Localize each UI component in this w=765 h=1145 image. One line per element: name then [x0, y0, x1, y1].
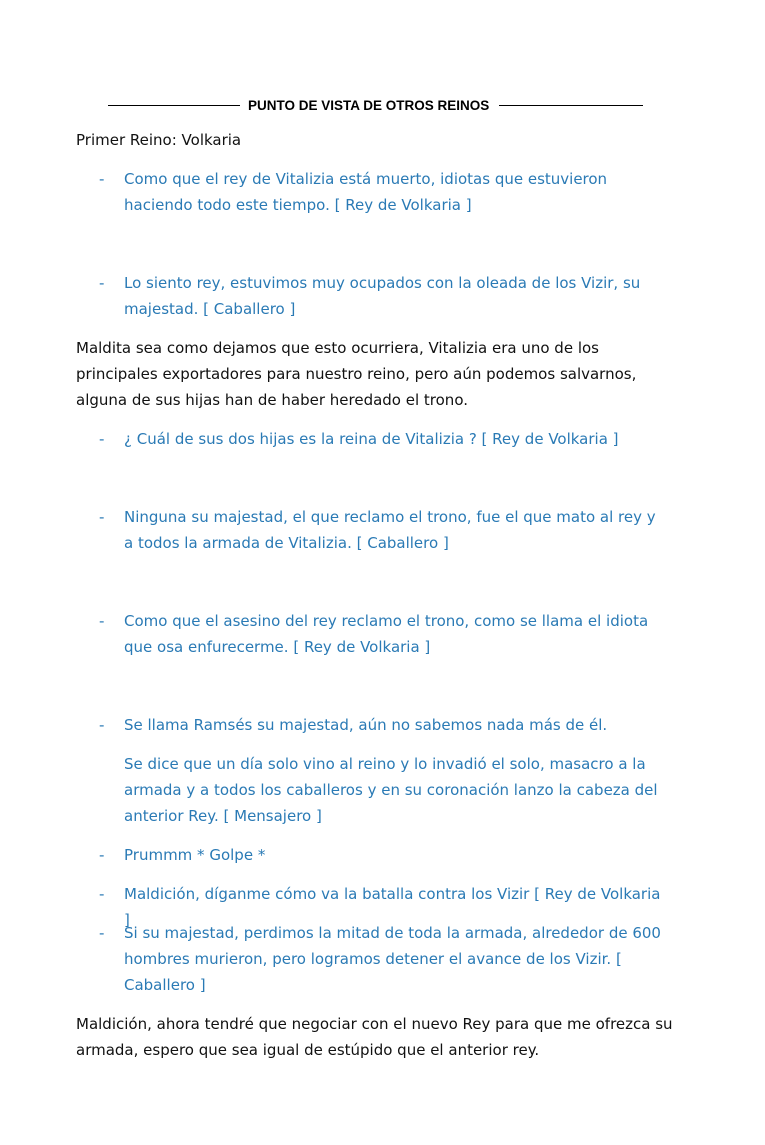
bullet-dash: - [99, 716, 105, 734]
dialogue-line: Ninguna su majestad, el que reclamo el trono, fue el que mato al rey y a todos la armada de Vitalizia. [ Caballero ] [124, 508, 656, 552]
bullet-dash: - [99, 170, 105, 188]
dialogue-line: Como que el asesino del rey reclamo el trono, como se llama el idiota que osa enfurecerme. [ Rey de Volkaria ] [124, 612, 649, 656]
bullet-dash: - [99, 274, 105, 292]
heading-rule-left [108, 105, 240, 106]
heading-rule-right [499, 105, 643, 106]
bullet-dash: - [99, 508, 105, 526]
narration-paragraph: Maldita sea como dejamos que esto ocurriera, Vitalizia era uno de los principales exportadores para nuestro reino, pero aún podemos salvarnos, alguna de sus hijas han de haber heredado el trono. [76, 339, 637, 409]
dialogue-line: ¿ Cuál de sus dos hijas es la reina de Vitalizia ? [ Rey de Volkaria ] [124, 430, 619, 448]
narration-paragraph: Maldición, ahora tendré que negociar con el nuevo Rey para que me ofrezca su armada, espero que sea igual de estúpido que el anterior rey. [76, 1015, 673, 1059]
heading-text: PUNTO DE VISTA DE OTROS REINOS [248, 97, 490, 113]
dialogue-line: Si su majestad, perdimos la mitad de toda la armada, alrededor de 600 hombres murieron, pero logramos detener el avance de los Vizir. [ Caballero ] [124, 924, 661, 994]
bullet-dash: - [99, 612, 105, 630]
dialogue-line: Se llama Ramsés su majestad, aún no sabemos nada más de él. [124, 716, 608, 734]
dialogue-line: Lo siento rey, estuvimos muy ocupados con la oleada de los Vizir, su majestad. [ Caballero ] [124, 274, 641, 318]
dialogue-line: Maldición, díganme cómo va la batalla contra los Vizir [ Rey de Volkaria ] [124, 885, 661, 929]
dialogue-line: Como que el rey de Vitalizia está muerto, idiotas que estuvieron haciendo todo este tiempo. [ Rey de Volkaria ] [124, 170, 608, 214]
section-heading [108, 96, 656, 114]
dialogue-continuation: Se dice que un día solo vino al reino y lo invadió el solo, masacro a la armada y a todos los caballeros y en su coronación lanzo la cabeza del anterior Rey. [ Mensajero ] [124, 755, 658, 825]
subheading: Primer Reino: Volkaria [76, 131, 242, 149]
bullet-dash: - [99, 846, 105, 864]
dialogue-line: Prummm * Golpe * [124, 846, 266, 864]
bullet-dash: - [99, 430, 105, 448]
bullet-dash: - [99, 924, 105, 942]
bullet-dash: - [99, 885, 105, 903]
